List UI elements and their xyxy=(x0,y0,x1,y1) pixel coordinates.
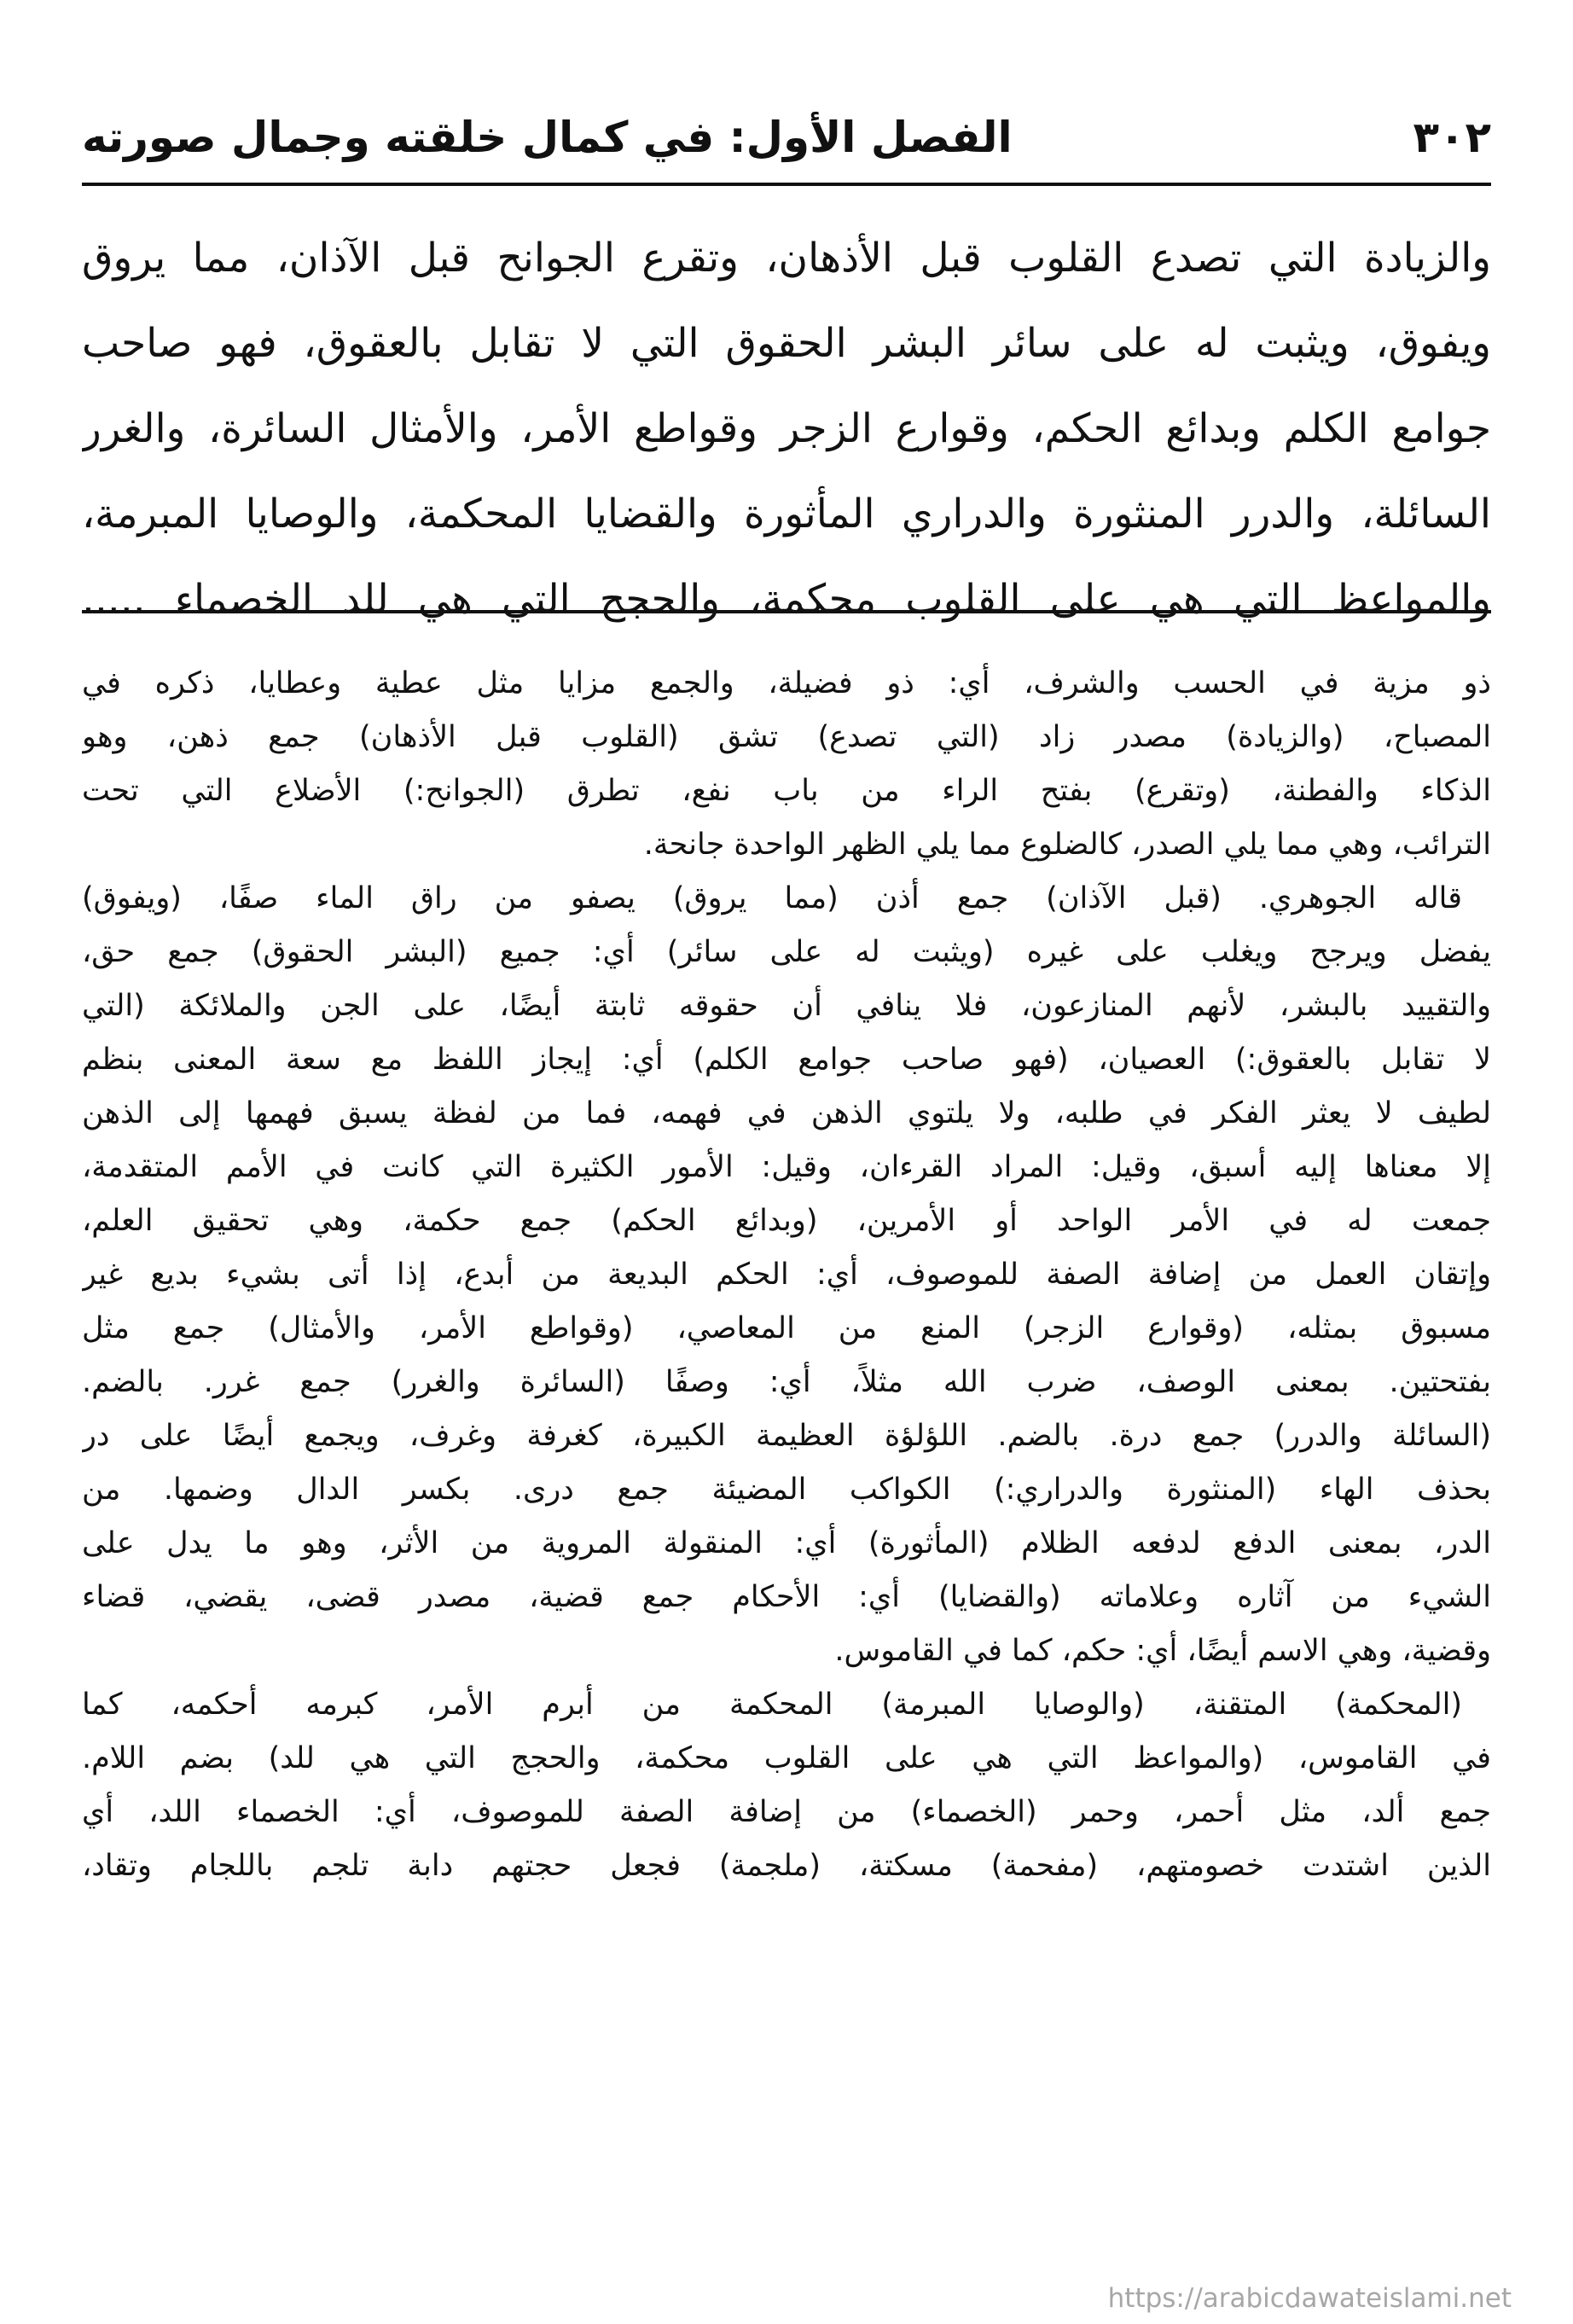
commentary-line: جمعت له في الأمر الواحد أو الأمرين، (وبدائع الحكم) جمع حكمة، وهي تحقيق العلم، xyxy=(82,1204,1491,1238)
commentary-line: بفتحتين. بمعنى الوصف، ضرب الله مثلاً، أي: وصفًا (السائرة والغرر) جمع غرر. بالضم. xyxy=(82,1365,1491,1399)
chapter-title: الفصل الأول: في كمال خلقته وجمال صورته xyxy=(82,113,1013,162)
commentary-line: الذين اشتدت خصومتهم، (مفحمة) مسكتة، (ملجمة) فجعل حجتهم دابة تلجم باللجام وتقاد، xyxy=(82,1849,1491,1883)
commentary-line: وقضية، وهي الاسم أيضًا، أي: حكم، كما في القاموس. xyxy=(834,1634,1491,1668)
main-text-line: والمواعظ التي هي على القلوب محكمة، والحجج التي هي للد الخصماء ..... xyxy=(82,576,1491,623)
commentary-line: قاله الجوهري. (قبل الآذان) جمع أذن (مما يروق) يصفو من راق الماء صفًا، (ويفوق) xyxy=(82,881,1462,915)
commentary-line: جمع ألد، مثل أحمر، وحمر (الخصماء) من إضافة الصفة للموصوف، أي: الخصماء اللد، أي xyxy=(82,1795,1491,1829)
commentary-line: (المحكمة) المتقنة، (والوصايا المبرمة) المحكمة من أبرم الأمر، كبرمه أحكمه، كما xyxy=(82,1688,1462,1722)
header-divider xyxy=(82,183,1491,186)
commentary-line: الدر، بمعنى الدفع لدفعه الظلام (المأثورة) أي: المنقولة المروية من الأثر، وهو ما يدل على xyxy=(82,1526,1491,1560)
commentary-line: يفضل ويرجح ويغلب على غيره (ويثبت له على سائر) أي: جميع (البشر الحقوق) جمع حق، xyxy=(82,935,1491,969)
commentary-line: لا تقابل بالعقوق:) العصيان، (فهو صاحب جوامع الكلم) أي: إيجاز اللفظ مع سعة المعنى بنظم xyxy=(82,1043,1491,1077)
commentary-line: مسبوق بمثله، (وقوارع الزجر) المنع من المعاصي، (وقواطع الأمر، والأمثال) جمع مثل xyxy=(82,1311,1491,1345)
commentary-line: في القاموس، (والمواعظ التي هي على القلوب محكمة، والحجج التي هي للد) بضم اللام. xyxy=(82,1741,1491,1775)
commentary-block xyxy=(82,657,1491,1893)
main-text-line: جوامع الكلم وبدائع الحكم، وقوارع الزجر وقواطع الأمر، والأمثال السائرة، والغرر xyxy=(82,405,1491,452)
commentary-line: الذكاء والفطنة، (وتقرع) بفتح الراء من باب نفع، تطرق (الجوانح:) الأضلاع التي تحت xyxy=(82,774,1491,808)
commentary-line: بحذف الهاء (المنثورة والدراري:) الكواكب المضيئة جمع درى. بكسر الدال وضمها. من xyxy=(82,1473,1491,1507)
commentary-line: لطيف لا يعثر الفكر في طلبه، ولا يلتوي الذهن في فهمه، فما من لفظة يسبق فهمها إلى الذهن xyxy=(82,1096,1491,1130)
page-number: ٣٠٢ xyxy=(1413,113,1491,162)
source-watermark: https://arabicdawateislami.net xyxy=(1107,2283,1512,2314)
main-text-line: السائلة، والدرر المنثورة والدراري المأثورة والقضايا المحكمة، والوصايا المبرمة، xyxy=(82,491,1491,537)
commentary-line: ذو مزية في الحسب والشرف، أي: ذو فضيلة، والجمع مزايا مثل عطية وعطايا، ذكره في xyxy=(82,666,1491,700)
commentary-line: المصباح، (والزيادة) مصدر زاد (التي تصدع) تشق (القلوب قبل الأذهان) جمع ذهن، وهو xyxy=(82,720,1491,754)
page-header xyxy=(82,101,1491,184)
main-text-line: ويفوق، ويثبت له على سائر البشر الحقوق التي لا تقابل بالعقوق، فهو صاحب xyxy=(82,320,1491,367)
commentary-line: الشيء من آثاره وعلاماته (والقضايا) أي: الأحكام جمع قضية، مصدر قضى، يقضي، قضاء xyxy=(82,1580,1491,1614)
main-text-line: والزيادة التي تصدع القلوب قبل الأذهان، وتقرع الجوانح قبل الآذان، مما يروق xyxy=(82,235,1491,282)
commentary-line: الترائب، وهي مما يلي الصدر، كالضلوع مما يلي الظهر الواحدة جانحة. xyxy=(643,828,1491,862)
commentary-line: والتقييد بالبشر، لأنهم المنازعون، فلا ينافي أن حقوقه ثابتة أيضًا، على الجن والملائكة (التي xyxy=(82,989,1491,1023)
commentary-line: إلا معناها إليه أسبق، وقيل: المراد القرءان، وقيل: الأمور الكثيرة التي كانت في الأمم المتقدمة، xyxy=(82,1150,1491,1184)
main-text-divider xyxy=(82,610,1491,613)
commentary-line: وإتقان العمل من إضافة الصفة للموصوف، أي: الحكم البديعة من أبدع، إذا أتى بشيء بديع غير xyxy=(82,1258,1491,1292)
main-text-block xyxy=(82,216,1491,642)
commentary-line: (السائلة والدرر) جمع درة. بالضم. اللؤلؤة العظيمة الكبيرة، كغرفة وغرف، ويجمع أيضًا على در xyxy=(82,1419,1491,1453)
